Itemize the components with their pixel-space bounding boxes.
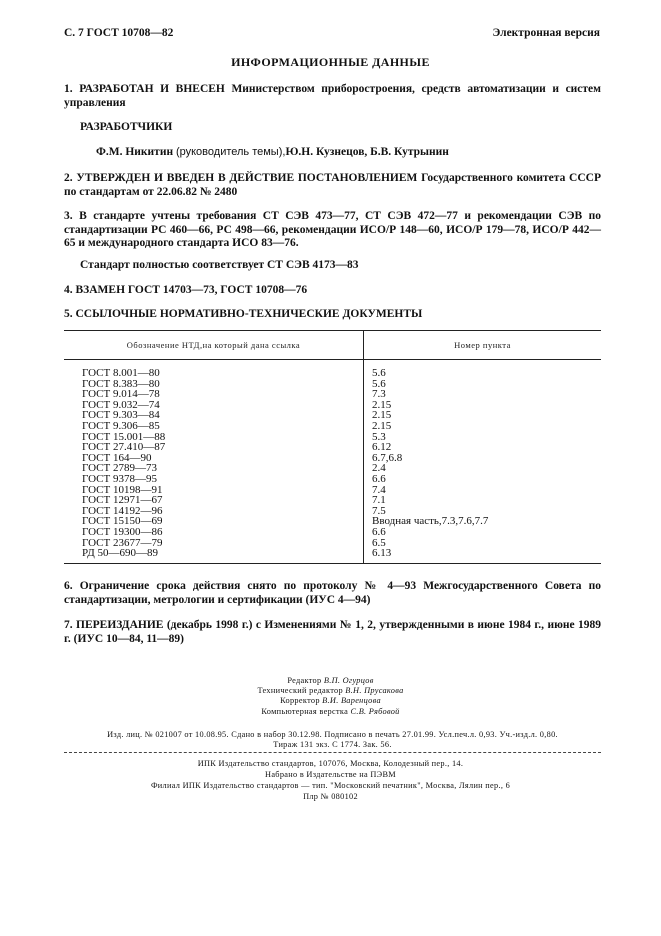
document-designation: ГОСТ 8.001—80: [64, 360, 364, 379]
page-title: ИНФОРМАЦИОННЫЕ ДАННЫЕ: [231, 55, 430, 69]
imprint-line-1: Изд. лиц. № 021007 от 10.08.95. Сдано в набор 30.12.98. Подписано в печать 27.01.99. Усл.печ.л. 0,93. Уч.-изд.л. 0,80.: [107, 730, 558, 739]
table-header-row: [64, 331, 601, 360]
developer-others: Ю.Н. Кузнецов, Б.В. Кутрынин: [285, 146, 449, 158]
document-designation: ГОСТ 9.014—78: [64, 389, 364, 400]
clause-number: 6.13: [364, 548, 602, 563]
document-designation: ГОСТ 27.410—87: [64, 442, 364, 453]
document-designation: ГОСТ 2789—73: [64, 463, 364, 474]
clause-number: Вводная часть,7.3,7.6,7.7: [372, 515, 489, 528]
publisher-line-1: ИПК Издательство стандартов, 107076, Москва, Колодезный пер., 14.: [197, 759, 464, 768]
clause-number: 2.15: [372, 398, 392, 411]
clause-number: 5.6: [372, 367, 386, 379]
developer-lead-role: (руководитель темы),: [175, 146, 286, 158]
publisher-line-2: Набрано в Издательстве на ПЭВМ: [265, 770, 396, 779]
imprint-line-2: Тираж 131 экз. С 1774. Зак. 56.: [273, 740, 392, 750]
column-header-document: Обозначение НТД,на который дана ссылка: [64, 331, 364, 360]
clause-number: 2.4: [372, 462, 386, 475]
document-designation: ГОСТ 164—90: [64, 453, 364, 464]
publisher-line-4: Плр № 080102: [303, 792, 358, 801]
document-designation: ГОСТ 12971—67: [64, 495, 364, 506]
reference-documents-table: [64, 330, 601, 564]
page-number-header: С. 7 ГОСТ 10708—82: [64, 27, 174, 39]
clause-number: 6.6: [372, 525, 386, 538]
clause-number: 6.5: [372, 536, 386, 549]
document-designation: ГОСТ 9.306—85: [64, 421, 364, 432]
developers-list: [96, 146, 449, 160]
clause-number: 5.3: [372, 430, 386, 443]
document-designation: ГОСТ 9.032—74: [64, 400, 364, 411]
document-designation: РД 50—690—89: [64, 548, 364, 563]
section-6-validity: 6. Ограничение срока действия снято по протоколу № 4—93 Межгосударственного Совета по стандартизации, метрологии и сертификации (ИУС 4—94): [64, 580, 601, 606]
document-designation: ГОСТ 23677—79: [64, 538, 364, 549]
section-4-replaces: 4. ВЗАМЕН ГОСТ 14703—73, ГОСТ 10708—76: [64, 284, 308, 296]
editorial-credits: [0, 676, 661, 717]
electronic-version-label: Электронная версия: [492, 27, 600, 39]
dashed-divider: [64, 752, 601, 753]
document-designation: ГОСТ 19300—86: [64, 527, 364, 538]
section-2-approved: 2. УТВЕРЖДЕН И ВВЕДЕН В ДЕЙСТВИЕ ПОСТАНОВЛЕНИЕМ Государственного комитета СССР по стандартам от 22.06.82 № 2480: [64, 172, 601, 198]
clause-number: 2.15: [372, 419, 392, 432]
clause-number: 7.5: [372, 504, 386, 517]
clause-number: 5.6: [372, 377, 386, 390]
section-7-reissue: 7. ПЕРЕИЗДАНИЕ (декабрь 1998 г.) с Изменениями № 1, 2, утвержденными в июне 1984 г., июне 1989 г. (ИУС 10—84, 11—89): [64, 619, 601, 645]
section-1-developed: 1. РАЗРАБОТАН И ВНЕСЕН Министерством приборостроения, средств автоматизации и систем управления: [64, 83, 601, 109]
publisher-info: [0, 758, 661, 802]
clause-number: 6.6: [372, 472, 386, 485]
table-row: [64, 474, 601, 485]
credit-editor: Редактор В.П. Огурцов: [287, 676, 374, 685]
clause-number: 6.7,6.8: [372, 451, 403, 464]
document-designation: ГОСТ 15.001—88: [64, 432, 364, 443]
publisher-line-3: Филиал ИПК Издательство стандартов — тип. "Московский печатник", Москва, Лялин пер., 6: [150, 781, 511, 790]
clause-number: 7.1: [372, 494, 386, 507]
document-designation: ГОСТ 9.303—84: [64, 410, 364, 421]
table-row: [64, 527, 601, 538]
document-designation: ГОСТ 9378—95: [64, 474, 364, 485]
table-row: [64, 548, 601, 563]
clause-number: 7.3: [372, 388, 386, 401]
developers-heading: РАЗРАБОТЧИКИ: [80, 121, 173, 133]
clause-number: 7.4: [372, 483, 386, 496]
table-body: [64, 360, 601, 564]
credit-proofreader: Корректор В.И. Варенцова: [280, 696, 381, 706]
clause-number: 6.12: [372, 441, 392, 454]
section-3-compliance-note: Стандарт полностью соответствует СТ СЭВ 4173—83: [80, 259, 359, 271]
developer-lead-name: Ф.М. Никитин: [96, 146, 174, 158]
clause-number: 2.15: [372, 409, 392, 422]
document-designation: ГОСТ 8.383—80: [64, 379, 364, 390]
credit-tech-editor: Технический редактор В.Н. Прусакова: [257, 686, 404, 696]
table-row: [64, 360, 601, 379]
section-5-references: 5. ССЫЛОЧНЫЕ НОРМАТИВНО-ТЕХНИЧЕСКИЕ ДОКУМЕНТЫ: [64, 308, 423, 320]
credit-layout: Компьютерная верстка С.В. Рябовой: [261, 706, 400, 716]
column-header-clause: Номер пункта: [364, 331, 602, 360]
section-3-requirements: 3. В стандарте учтены требования СТ СЭВ 473—77, СТ СЭВ 472—77 и рекомендации СЭВ по стандартизации РС 460—66, РС 498—66, рекомендации ИСО/Р 148—60, ИСО/Р 179—78, ИСО/Р 442—65 и международного стандарта ИСО 83—76.: [64, 210, 601, 249]
document-designation: ГОСТ 14192—96: [64, 506, 364, 517]
print-imprint: [64, 730, 601, 750]
document-designation: ГОСТ 15150—69: [64, 516, 364, 527]
table-row: [64, 421, 601, 432]
document-designation: ГОСТ 10198—91: [64, 485, 364, 496]
